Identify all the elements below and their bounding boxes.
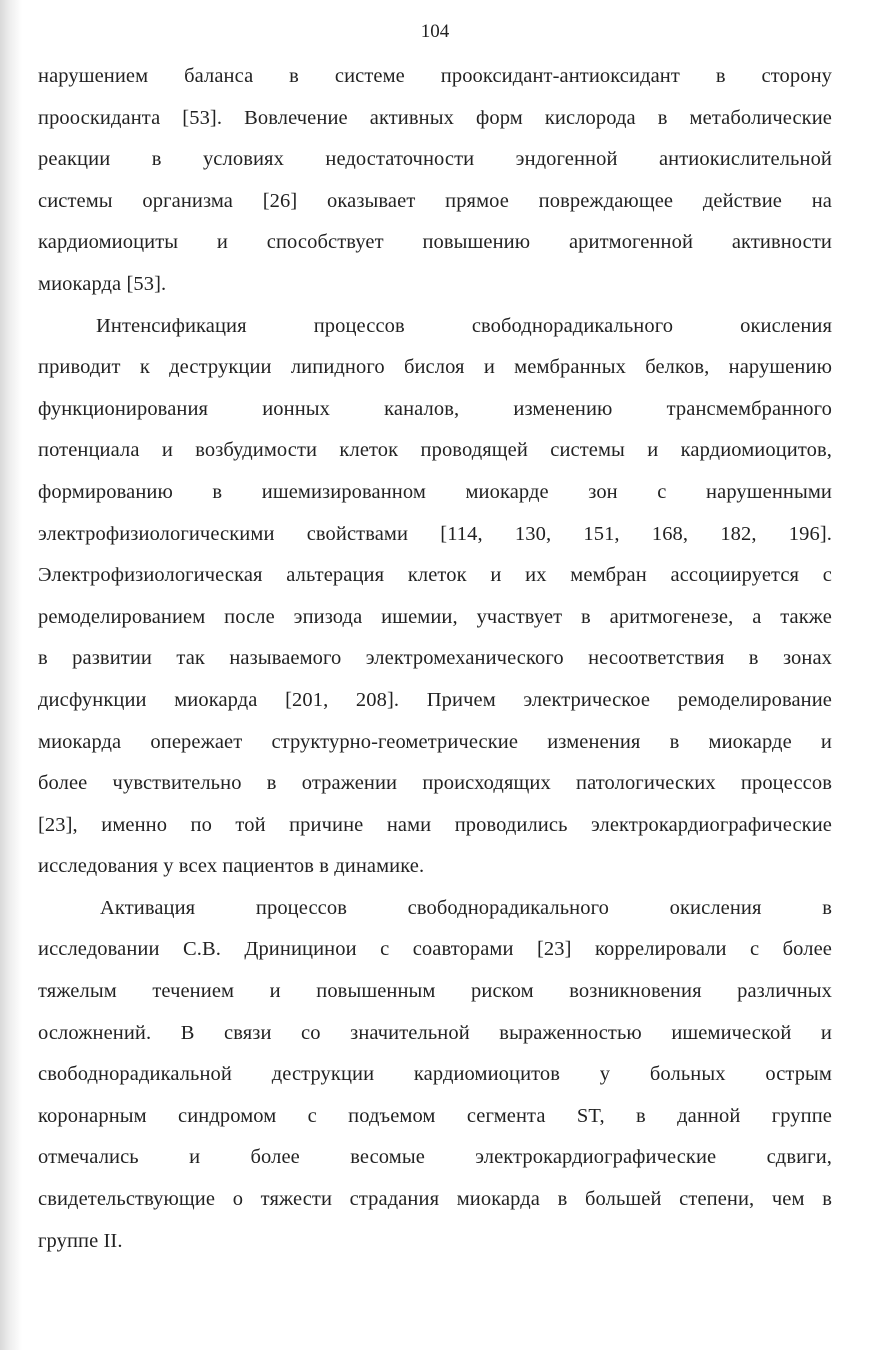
text-line: осложнений. В связи со значительной выраженностью ишемической и: [38, 1021, 832, 1044]
text-line: электрофизиологическими свойствами [114, 130, 151, 168, 182, 196].: [38, 522, 832, 545]
text-line: отмечались и более весомые электрокардиографические сдвиги,: [38, 1146, 832, 1169]
text-line: дисфункции миокарда [201, 208]. Причем электрическое ремоделирование: [38, 688, 832, 711]
text-line: миокарда опережает структурно-геометрические изменения в миокарде и: [38, 730, 832, 753]
text-line: потенциала и возбудимости клеток проводящей системы и кардиомиоцитов,: [38, 439, 832, 462]
text-line: коронарным синдромом с подъемом сегмента ST, в данной группе: [38, 1104, 832, 1127]
text-line: ремоделированием после эпизода ишемии, участвует в аритмогенезе, а также: [38, 605, 832, 628]
body-text: [38, 56, 832, 1262]
text-line: функционирования ионных каналов, изменению трансмембранного: [38, 397, 832, 420]
text-line: [23], именно по той причине нами проводились электрокардиографические: [38, 813, 832, 836]
text-line: Электрофизиологическая альтерация клеток и их мембран ассоциируется с: [38, 564, 832, 587]
text-line: формированию в ишемизированном миокарде зон с нарушенными: [38, 480, 832, 503]
text-line: прооскиданта [53]. Вовлечение активных форм кислорода в метаболические: [38, 106, 832, 129]
text-line: кардиомиоциты и способствует повышению аритмогенной активности: [38, 231, 832, 254]
text-line: исследования у всех пациентов в динамике.: [38, 855, 425, 878]
scan-edge-shadow: [0, 0, 22, 1350]
paragraph-2: [38, 306, 832, 888]
text-line: группе II.: [38, 1229, 123, 1252]
text-line: Интенсификация процессов свободнорадикального окисления: [96, 314, 832, 337]
text-line: более чувствительно в отражении происходящих патологических процессов: [38, 772, 832, 795]
text-line: системы организма [26] оказывает прямое повреждающее действие на: [38, 189, 832, 212]
paragraph-1: [38, 56, 832, 306]
paragraph-3: [38, 888, 832, 1262]
text-line: тяжелым течением и повышенным риском возникновения различных: [38, 980, 832, 1003]
text-line: исследовании С.В. Дриницинои с соавторами [23] коррелировали с более: [38, 938, 832, 961]
text-line: свидетельствующие о тяжести страдания миокарда в большей степени, чем в: [38, 1188, 832, 1211]
text-line: реакции в условиях недостаточности эндогенной антиокислительной: [38, 148, 832, 171]
text-line: свободнорадикальной деструкции кардиомиоцитов у больных острым: [38, 1063, 832, 1086]
text-line: миокарда [53].: [38, 272, 167, 295]
text-line: Активация процессов свободнорадикального окисления в: [100, 896, 832, 919]
text-line: в развитии так называемого электромеханического несоответствия в зонах: [38, 647, 832, 670]
text-line: нарушением баланса в системе прооксидант-антиоксидант в сторону: [38, 65, 832, 87]
text-line: приводит к деструкции липидного бислоя и мембранных белков, нарушению: [38, 356, 832, 379]
page-number: 104: [420, 21, 450, 42]
